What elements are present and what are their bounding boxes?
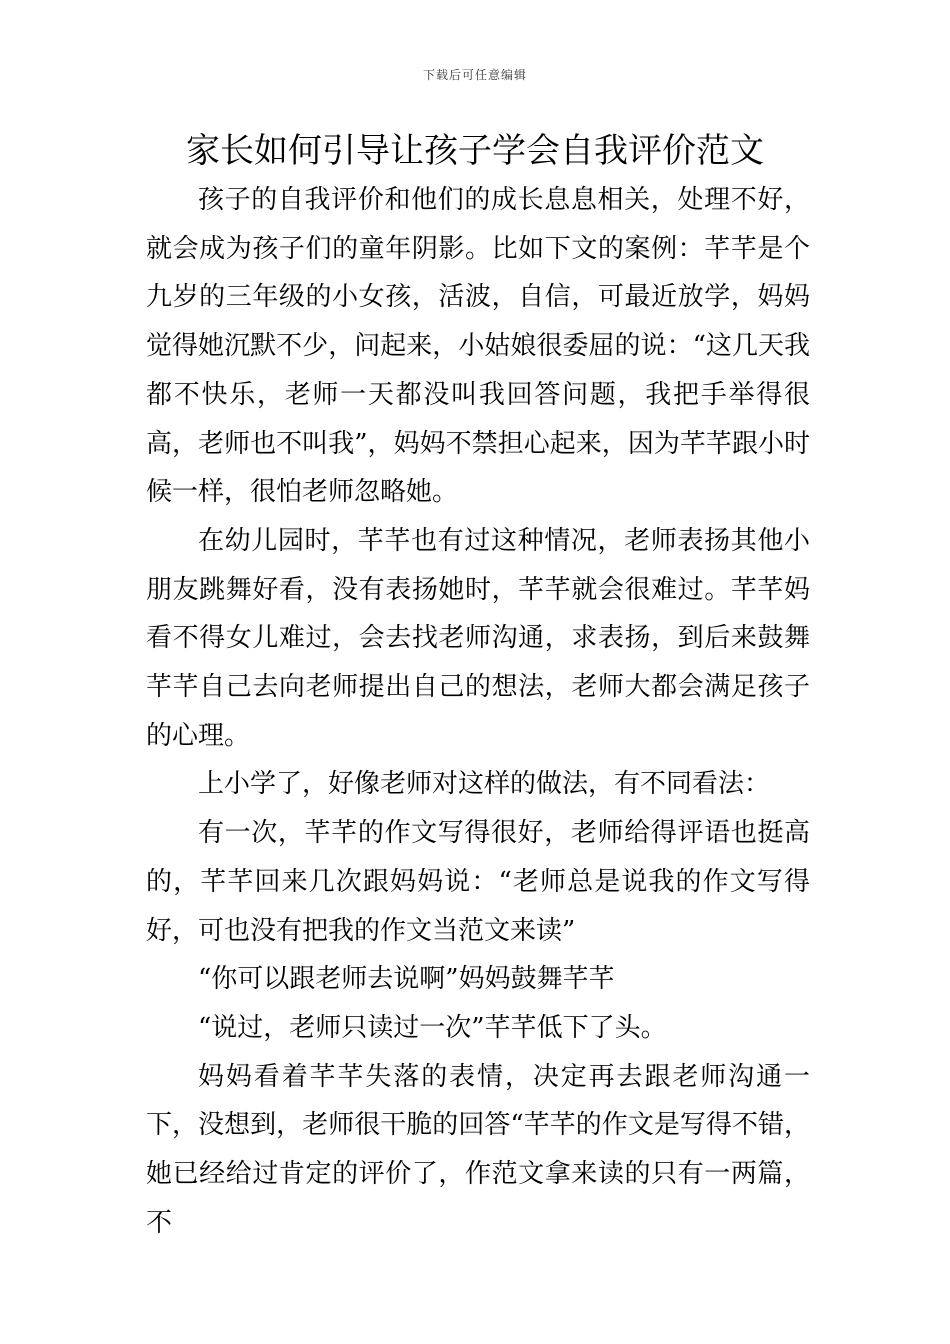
paragraph: 妈妈看着芊芊失落的表情，决定再去跟老师沟通一下，没想到，老师很干脆的回答“芊芊的作文是写得不错，她已经给过肯定的评价了，作范文拿来读的只有一两篇，不 [146,1061,810,1238]
paragraph: “说过，老师只读过一次”芊芊低下了头。 [198,1012,667,1043]
document-title: 家长如何引导让孩子学会自我评价范文 [186,131,764,171]
paragraph: 在幼儿园时，芊芊也有过这种情况，老师表扬其他小朋友跳舞好看，没有表扬她时，芊芊就会很难过。芊芊妈看不得女儿难过，会去找老师沟通，求表扬，到后来鼓舞芊芊自己去向老师提出自己的想法，老师大都会满足孩子的心理。 [146,525,810,751]
paragraph: 有一次，芊芊的作文写得很好，老师给得评语也挺高的，芊芊回来几次跟妈妈说：“老师总是说我的作文写得好，可也没有把我的作文当范文来读” [146,818,810,946]
paragraph: 孩子的自我评价和他们的成长息息相关，处理不好，就会成为孩子们的童年阴影。比如下文的案例：芊芊是个九岁的三年级的小女孩，活波，自信，可最近放学，妈妈觉得她沉默不少，问起来，小姑娘很委屈的说：“这几天我都不快乐，老师一天都没叫我回答问题，我把手举得很高，老师也不叫我”，妈妈不禁担心起来，因为芊芊跟小时候一样，很怕老师忽略她。 [146,185,810,508]
header-note: 下载后可任意编辑 [422,68,527,82]
document-body [146,176,810,1247]
paragraph: 上小学了，好像老师对这样的做法，有不同看法： [198,769,771,800]
paragraph: “你可以跟老师去说啊”妈妈鼓舞芊芊 [198,964,615,995]
